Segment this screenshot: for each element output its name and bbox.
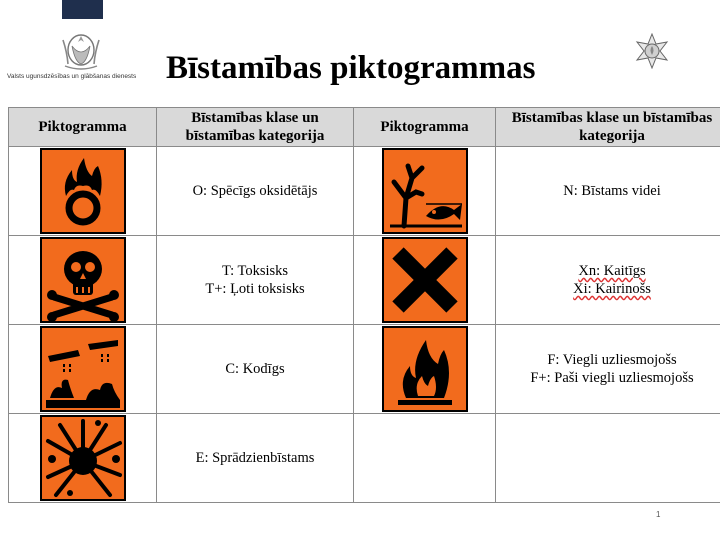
empty-pictogram-cell — [354, 414, 496, 503]
hazard-class-line: F: Viegli uzliesmojošs — [547, 352, 677, 368]
coat-of-arms-icon — [57, 26, 105, 72]
oxidizing-flame-over-circle-icon — [40, 148, 126, 234]
hazard-class-line: C: Kodīgs — [225, 361, 285, 377]
top-accent-bar — [62, 0, 103, 19]
pictogram-cell — [9, 325, 157, 414]
pictogram-cell — [9, 147, 157, 236]
st-andrews-cross-icon — [382, 237, 468, 323]
hazard-class-line: T+: Ļoti toksisks — [205, 281, 305, 297]
page-number: 1 — [656, 510, 661, 519]
column-header: Piktogramma — [9, 108, 157, 147]
hazard-class-cell — [496, 325, 720, 414]
hazard-class-line: Xn: Kaitīgs — [578, 263, 646, 279]
empty-hazard-class-cell — [496, 414, 720, 503]
hazard-class-cell — [496, 147, 720, 236]
column-header: Piktogramma — [354, 108, 496, 147]
pictogram-cell — [354, 325, 496, 414]
hazard-class-line: F+: Paši viegli uzliesmojošs — [530, 370, 694, 386]
corrosion-icon — [40, 326, 126, 412]
skull-crossbones-icon — [40, 237, 126, 323]
pictogram-cell — [354, 147, 496, 236]
table-header-row — [9, 108, 720, 147]
hazard-class-cell — [157, 147, 354, 236]
hazard-class-cell — [157, 414, 354, 503]
page-title: Bīstamības piktogrammas — [166, 50, 536, 86]
table-row — [9, 414, 720, 503]
table-row — [9, 236, 720, 325]
fire-service-emblem-icon — [634, 33, 670, 69]
table-row — [9, 147, 720, 236]
hazard-class-line: T: Toksisks — [221, 263, 289, 279]
table-row — [9, 325, 720, 414]
flame-icon — [382, 326, 468, 412]
hazard-class-line: E: Sprādzienbīstams — [195, 450, 315, 466]
hazard-class-cell — [496, 236, 720, 325]
hazard-class-line: O: Spēcīgs oksidētājs — [192, 183, 318, 199]
pictogram-cell — [9, 414, 157, 503]
column-header: Bīstamības klase un bīstamības kategorija — [157, 108, 354, 147]
hazard-class-line: Xi: Kairinošs — [573, 281, 651, 297]
hazard-class-line: N: Bīstams videi — [563, 183, 661, 199]
pictogram-cell — [354, 236, 496, 325]
organization-name: Valsts ugunsdzēsības un glābšanas dienests — [7, 73, 137, 80]
pictogram-table — [8, 107, 720, 503]
column-header: Bīstamības klase un bīstamības kategorija — [496, 108, 720, 147]
exploding-bomb-icon — [40, 415, 126, 501]
pictogram-cell — [9, 236, 157, 325]
hazard-class-cell — [157, 325, 354, 414]
environment-dead-tree-fish-icon — [382, 148, 468, 234]
hazard-class-cell — [157, 236, 354, 325]
